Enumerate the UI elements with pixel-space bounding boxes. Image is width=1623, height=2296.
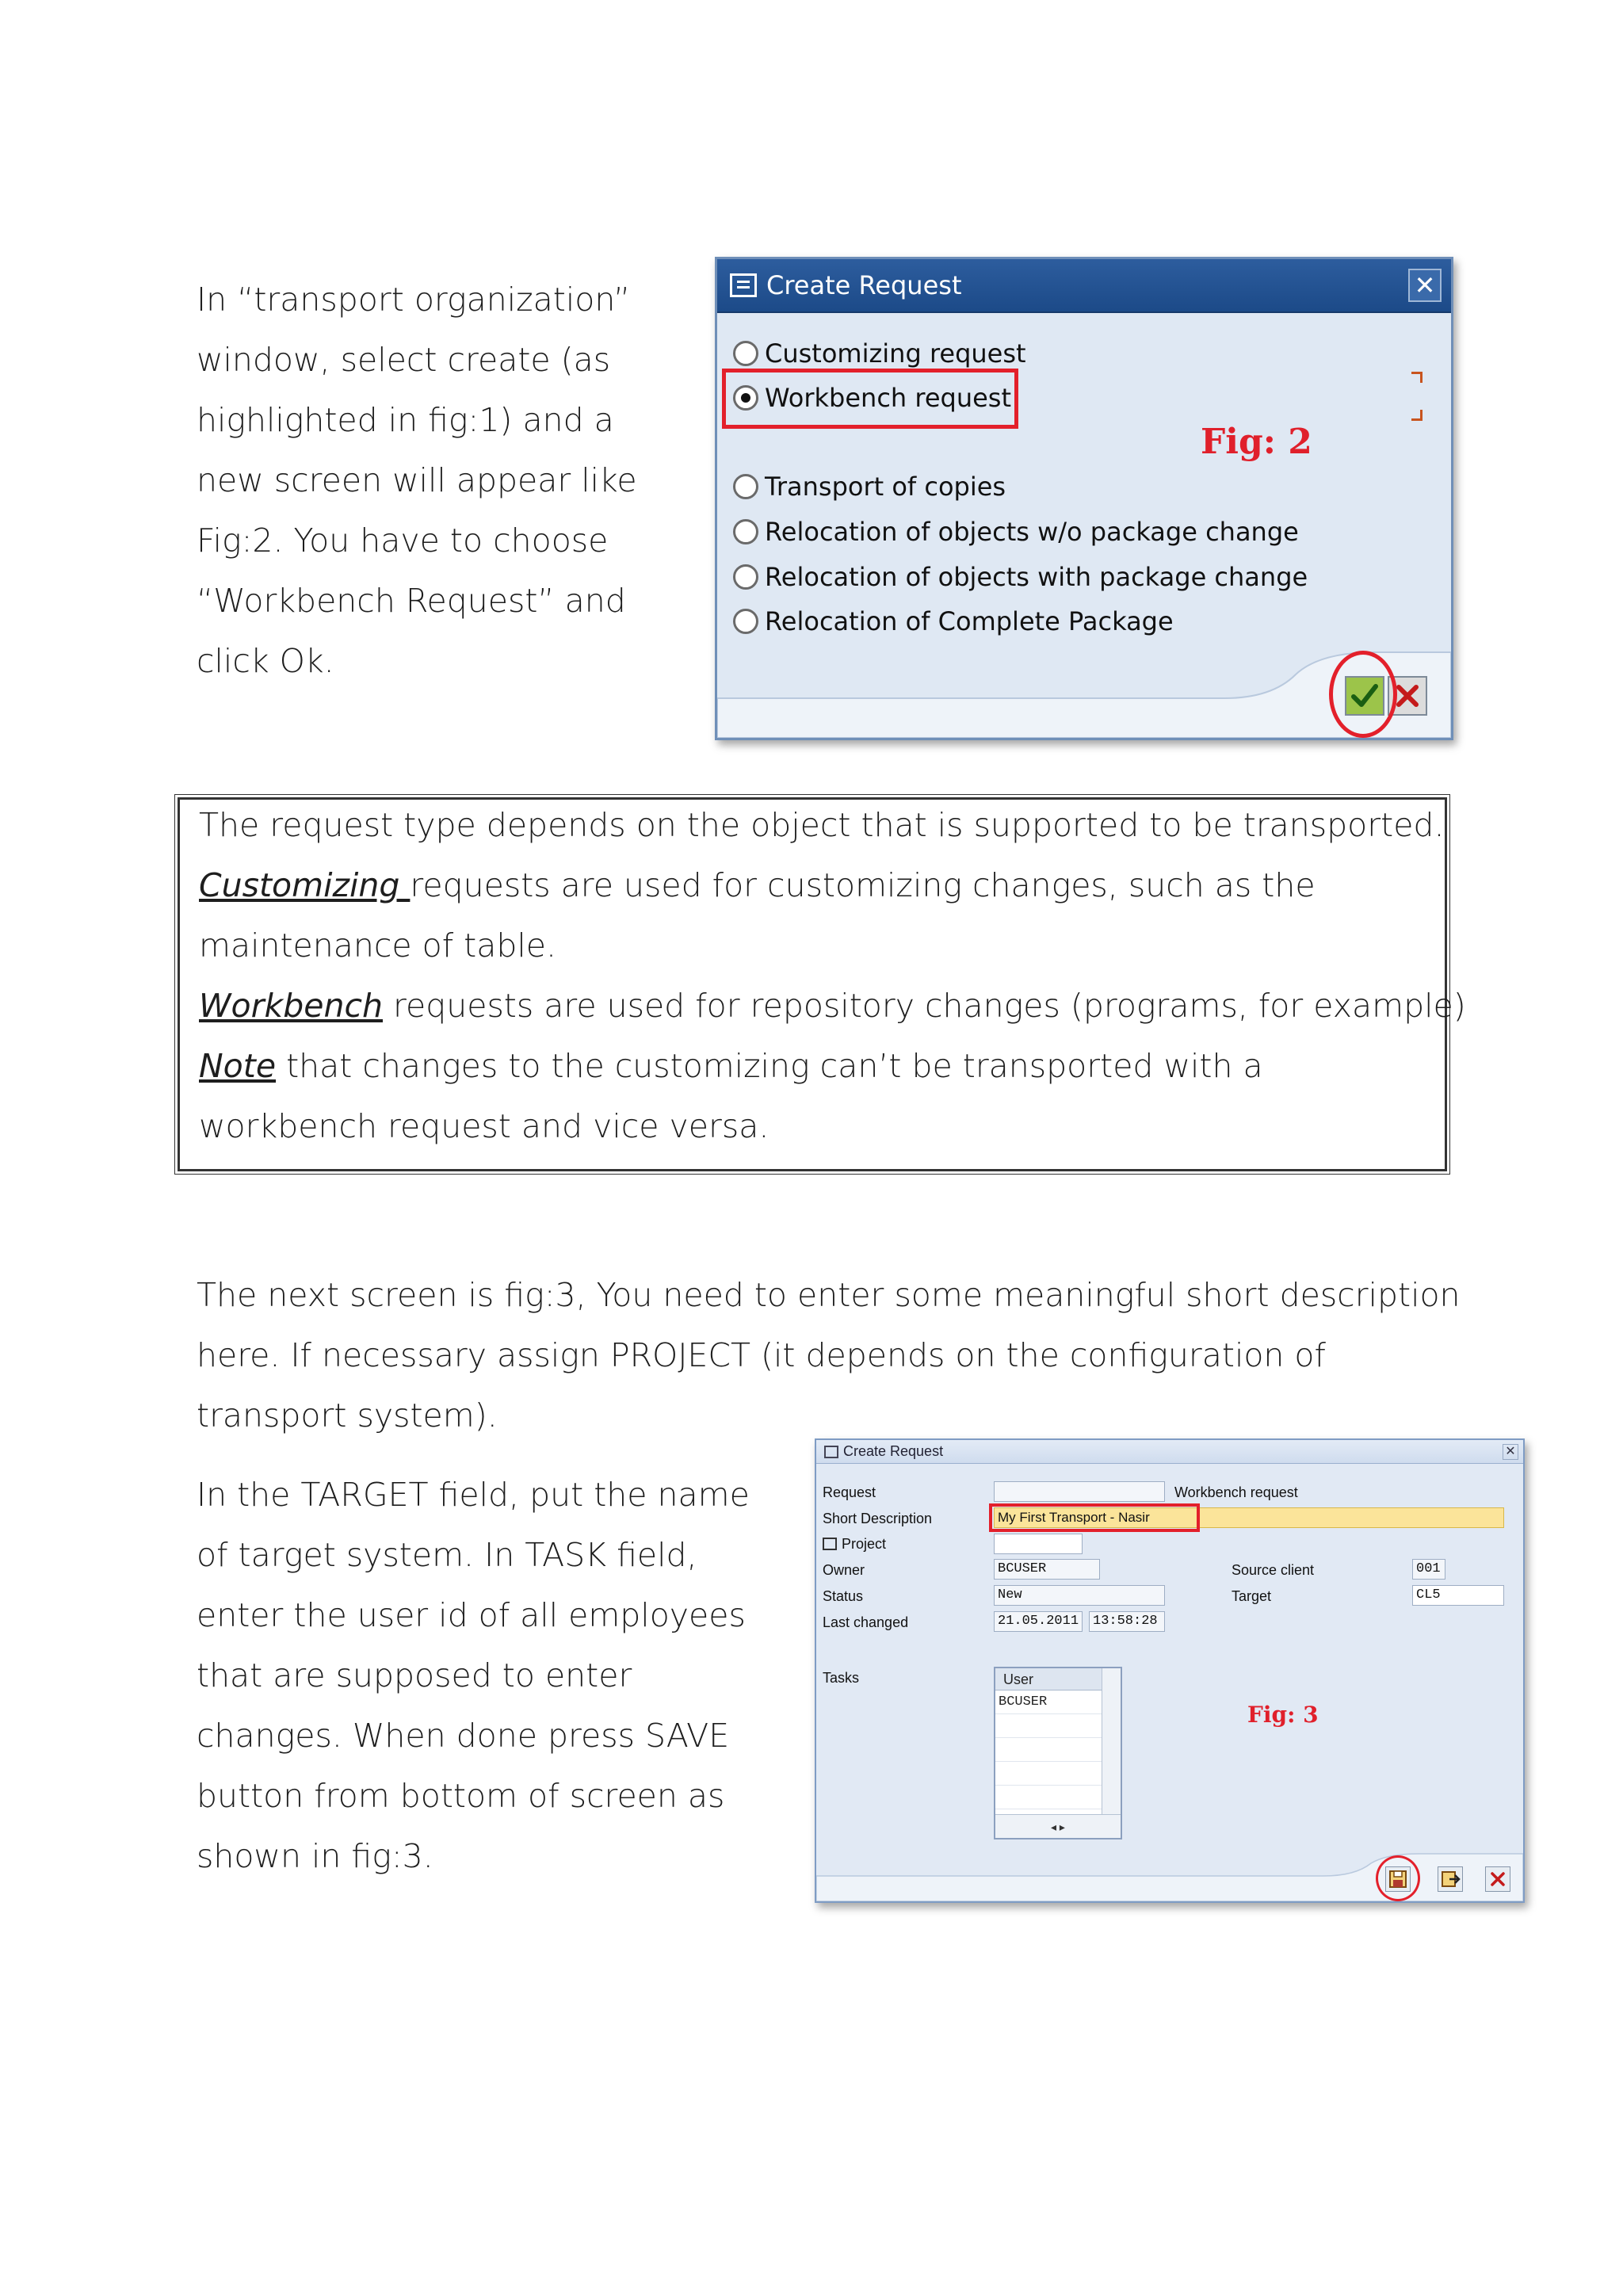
vertical-scrollbar[interactable] (1102, 1668, 1121, 1814)
note-term-note: Note (199, 1047, 277, 1085)
option-relocation-complete-package[interactable] (733, 606, 1174, 636)
dialog-title: Create Request (843, 1443, 944, 1459)
dialog-title: Create Request (766, 270, 962, 300)
ok-highlight-circle (1329, 651, 1397, 738)
next-line: here. If necessary assign PROJECT (it depends on the configuration of (197, 1336, 1326, 1374)
last-changed-date: 21.05.2011 (994, 1611, 1083, 1632)
note-line (199, 1047, 1263, 1085)
short-description-label: Short Description (823, 1511, 933, 1526)
target-line: that are supposed to enter (197, 1656, 632, 1694)
source-client-field: 001 (1412, 1559, 1445, 1580)
radio-icon[interactable] (733, 341, 758, 366)
next-line: The next screen is fig:3, You need to enter some meaningful short description (197, 1276, 1461, 1314)
fig2-label: Fig: 2 (1201, 422, 1312, 462)
request-label: Request (823, 1484, 876, 1500)
intro-line: “Workbench Request” and (197, 582, 626, 620)
last-changed-time: 13:58:28 (1089, 1611, 1165, 1632)
close-icon[interactable]: ✕ (1503, 1444, 1518, 1460)
target-label: Target (1232, 1588, 1272, 1604)
tasks-table (994, 1667, 1122, 1839)
corner-mark (1411, 410, 1423, 421)
request-field (994, 1481, 1165, 1502)
table-row[interactable]: BCUSER (995, 1690, 1121, 1714)
project-label-row (823, 1536, 886, 1553)
cancel-x-icon (1486, 1867, 1510, 1891)
horizontal-scrollbar[interactable]: ◂ ▸ (995, 1814, 1121, 1838)
note-line: workbench request and vice versa. (199, 1107, 769, 1145)
import-icon (1438, 1867, 1462, 1891)
fig3-label: Fig: 3 (1247, 1702, 1319, 1728)
option-label: Transport of copies (765, 472, 1006, 502)
note-line (199, 987, 1466, 1025)
tasks-label: Tasks (823, 1670, 860, 1686)
note-text: requests are used for repository changes (programs, for example) (383, 987, 1466, 1025)
radio-icon[interactable] (733, 564, 758, 590)
next-line: transport system). (197, 1396, 498, 1435)
note-text: requests are used for customizing changes, such as the (410, 866, 1316, 904)
request-type: Workbench request (1174, 1484, 1298, 1500)
owner-field: BCUSER (994, 1559, 1100, 1580)
option-label: Relocation of Complete Package (765, 606, 1174, 636)
intro-paragraph (197, 269, 637, 691)
short-description-highlight (989, 1503, 1200, 1532)
radio-icon[interactable] (733, 474, 758, 499)
project-icon (823, 1538, 837, 1550)
workbench-highlight (722, 369, 1018, 429)
option-relocation-wo-package[interactable] (733, 517, 1299, 547)
radio-icon[interactable] (733, 519, 758, 544)
target-line: shown in fig:3. (197, 1837, 433, 1875)
source-client-label: Source client (1232, 1562, 1315, 1578)
create-request-dialog-fig3 (815, 1438, 1525, 1903)
option-relocation-with-package[interactable] (733, 562, 1308, 592)
radio-icon[interactable] (733, 609, 758, 634)
intro-line: click Ok. (197, 642, 334, 680)
target-line: button from bottom of screen as (197, 1777, 725, 1815)
project-label: Project (842, 1536, 887, 1552)
dialog-titlebar (816, 1440, 1523, 1464)
target-input[interactable]: CL5 (1412, 1585, 1504, 1606)
intro-line: highlighted in fig:1) and a (197, 401, 614, 439)
status-label: Status (823, 1588, 864, 1604)
owner-label: Owner (823, 1562, 865, 1578)
option-label: Workbench request (765, 383, 1011, 413)
intro-line: window, select create (as (197, 341, 611, 379)
note-box (178, 797, 1466, 1171)
target-line: changes. When done press SAVE (197, 1717, 730, 1755)
intro-line: new screen will appear like (197, 461, 637, 499)
option-customizing-request[interactable] (733, 338, 1026, 369)
corner-mark (1411, 372, 1423, 383)
close-icon[interactable]: ✕ (1408, 269, 1442, 302)
note-term-customizing: Customizing (199, 866, 411, 904)
note-term-workbench: Workbench (199, 987, 383, 1025)
note-line (199, 866, 1316, 904)
note-text: that changes to the customizing can’t be transported with a (276, 1047, 1263, 1085)
option-label: Relocation of objects with package change (765, 562, 1308, 592)
import-button[interactable] (1438, 1866, 1463, 1892)
project-input[interactable] (994, 1534, 1083, 1554)
target-line: of target system. In TASK field, (197, 1536, 697, 1574)
target-line: enter the user id of all employees (197, 1596, 746, 1634)
option-label: Customizing request (765, 338, 1026, 369)
cancel-button[interactable] (1485, 1866, 1510, 1892)
target-paragraph (197, 1465, 750, 1886)
status-field: New (994, 1585, 1165, 1606)
option-label: Relocation of objects w/o package change (765, 517, 1299, 547)
tasks-header-user: User (995, 1668, 1121, 1690)
intro-line: In “transport organization” (197, 281, 631, 319)
save-highlight-circle (1376, 1855, 1420, 1901)
next-screen-paragraph (197, 1265, 1461, 1446)
create-request-icon (824, 1446, 838, 1458)
create-request-dialog-fig2 (715, 257, 1453, 740)
note-line: maintenance of table. (199, 926, 557, 965)
option-transport-of-copies[interactable] (733, 472, 1006, 502)
create-request-icon (730, 273, 757, 297)
last-changed-label: Last changed (823, 1614, 909, 1630)
intro-line: Fig:2. You have to choose (197, 521, 609, 560)
note-line: The request type depends on the object that is supported to be transported. (199, 806, 1445, 844)
dialog-titlebar (717, 259, 1451, 313)
target-line: In the TARGET field, put the name (197, 1476, 750, 1514)
short-description-input[interactable]: My First Transport - Nasir (994, 1507, 1504, 1528)
